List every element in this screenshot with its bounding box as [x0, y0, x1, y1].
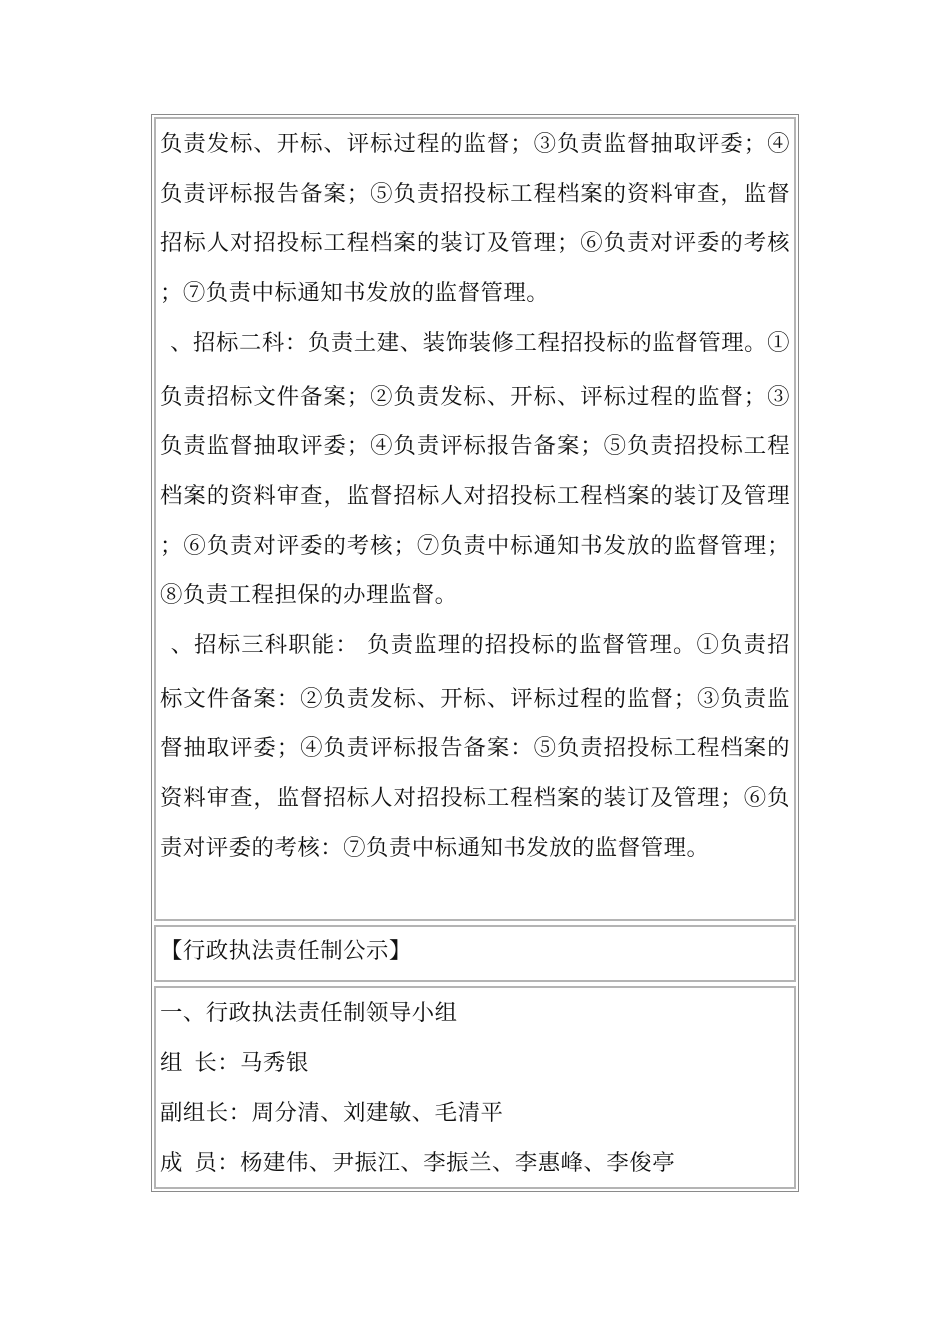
leader-label-b: 长： [194, 1050, 241, 1076]
responsibilities-text [160, 120, 790, 874]
document-table [151, 114, 799, 1192]
paragraph-bidding-office-3 [160, 621, 790, 874]
member-label-b: 员： [194, 1150, 241, 1176]
deputy-row [160, 1088, 790, 1138]
paragraph-bidding-office-2-text: 、招标二科：负责土建、装饰装修工程招投标的监督管理。①负责招标文件备案；②负责发标、开标、评标过程的监督；③负责监督抽取评委；④负责评标报告备案；⑤负责招投标工程档案的资料审查，监督招标人对招投标工程档案的装订及管理；⑥负责对评委的考核；⑦负责中标通知书发放的监督管理；⑧负责工程担保的办理监督。 [160, 329, 791, 609]
responsibilities-cell [154, 117, 796, 921]
heading-cell [154, 925, 796, 982]
member-label-a: 成 [160, 1150, 195, 1176]
deputy-label: 副组长： [160, 1100, 252, 1126]
leader-row [160, 1038, 790, 1088]
leadership-group-list [160, 988, 790, 1188]
leadership-group-cell [154, 986, 796, 1189]
group-title: 一、行政执法责任制领导小组 [160, 1000, 458, 1026]
leader-label-a: 组 [160, 1050, 195, 1076]
leader-names: 马秀银 [240, 1050, 309, 1076]
paragraph-section1-continued: 负责发标、开标、评标过程的监督；③负责监督抽取评委；④负责评标报告备案；⑤负责招投标工程档案的资料审查，监督招标人对招投标工程档案的装订及管理；⑥负责对评委的考核；⑦负责中标通知书发放的监督管理。 [160, 131, 790, 307]
member-names: 杨建伟、尹振江、李振兰、李惠峰、李俊亭 [240, 1150, 676, 1176]
section-heading: 【行政执法责任制公示】 [160, 938, 412, 964]
paragraph-bidding-office-3-text: 、招标三科职能： 负责监理的招投标的监督管理。①负责招标文件备案：②负责发标、开标、评标过程的监督；③负责监督抽取评委；④负责评标报告备案：⑤负责招投标工程档案的资料审查，监督招标人对招投标工程档案的装订及管理；⑥负责对评委的考核：⑦负责中标通知书发放的监督管理。 [160, 632, 790, 861]
paragraph-bidding-office-2 [160, 319, 790, 621]
member-row [160, 1138, 790, 1188]
deputy-names: 周分清、刘建敏、毛清平 [251, 1100, 504, 1126]
